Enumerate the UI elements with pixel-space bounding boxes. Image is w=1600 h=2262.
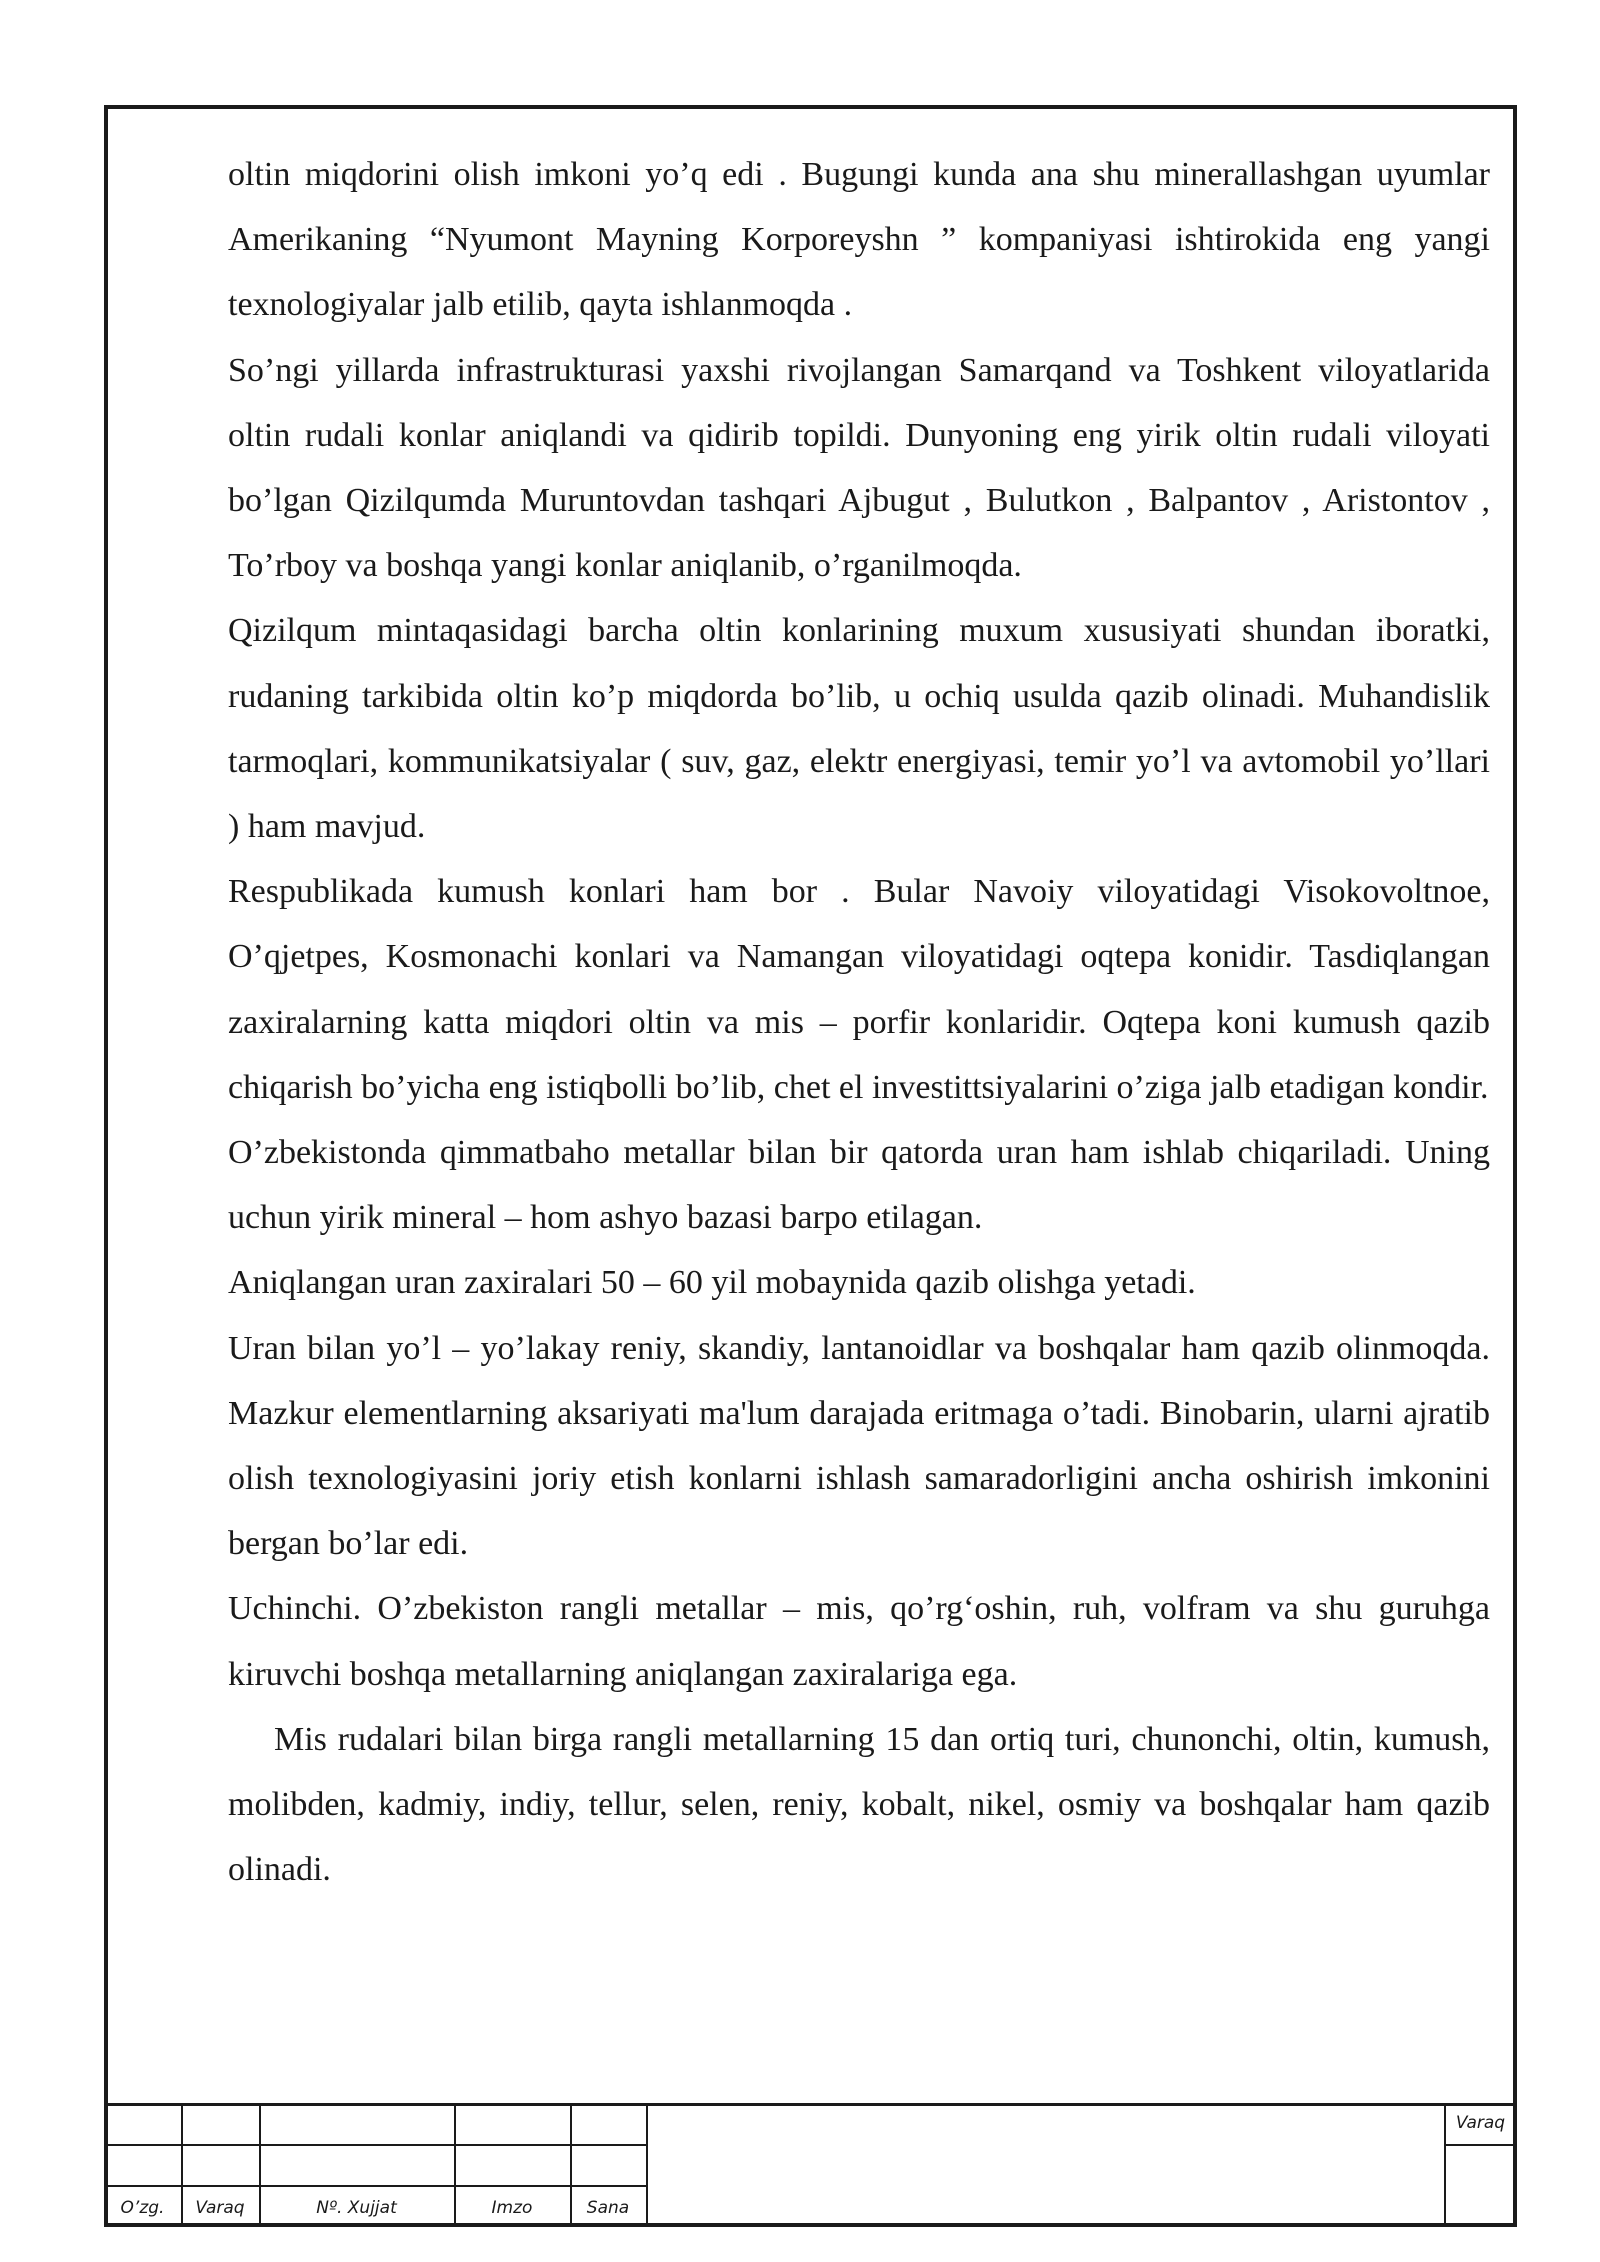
paragraph: So’ngi yillarda infrastrukturasi yaxshi rivojlangan Samarqand va Toshkent viloyatlarida oltin rudali konlar aniqlandi va qidirib topildi. Dunyoning eng yirik oltin rudali viloyati bo’lgan Qizilqumda Muruntovdan tashqari Ajbugut , Bulutkon , Balpantov , Aristontov , To’rboy va boshqa yangi konlar aniqlanib, o’rganilmoqda. — [228, 351, 1490, 585]
paragraph: Aniqlangan uran zaxiralari 50 – 60 yil mobaynida qazib olishga yetadi. — [228, 1264, 1196, 1302]
paragraph: Uran bilan yo’l – yo’lakay reniy, skandiy, lantanoidlar va boshqalar ham qazib olinmoqda. Mazkur elementlarning aksariyati ma'lum darajada eritmaga o’tadi. Binobarin, ularni ajratib olish texnologiyasini joriy etish konlarni ishlash samaradorligini ancha oshirish imkonini bergan bo’lar edi. — [228, 1329, 1490, 1563]
title-block — [104, 2103, 1517, 2227]
sheet-box-row-line — [1444, 2144, 1517, 2146]
paragraph: Uchinchi. O’zbekiston rangli metallar – mis, qo’rg‘oshin, ruh, volfram va shu guruhga kiruvchi boshqa metallarning aniqlangan zaxiralariga ega. — [228, 1590, 1490, 1693]
document-body — [228, 142, 1490, 1902]
col-label-varaq: Varaq — [195, 2198, 245, 2218]
col-label-imzo: Imzo — [491, 2198, 533, 2218]
sheet-label: Varaq — [1455, 2113, 1506, 2133]
paragraph: Qizilqum mintaqasidagi barcha oltin konlarining muxum xususiyati shundan iboratki, rudaning tarkibida oltin ko’p miqdorda bo’lib, u ochiq usulda qazib olinadi. Muhandislik tarmoqlari, kommunikatsiyalar ( suv, gaz, elektr energiyasi, temir yo’l va avtomobil yo’llari ) ham mavjud. — [228, 612, 1490, 846]
title-block-col-line — [646, 2106, 648, 2227]
paragraph: oltin miqdorini olish imkoni yo’q edi . Bugungi kunda ana shu minerallashgan uyumlar Amerikaning “Nyumont Mayning Korporeyshn ” kompaniyasi ishtirokida eng yangi texnologiyalar jalb etilib, qayta ishlanmoqda . — [228, 156, 1490, 324]
col-label-sana: Sana — [586, 2198, 630, 2218]
paragraph: Mis rudalari bilan birga rangli metallarning 15 dan ortiq turi, chunonchi, oltin, kumush, molibden, kadmiy, indiy, tellur, selen, reniy, kobalt, nikel, osmiy va boshqalar ham qazib olinadi. — [228, 1720, 1490, 1889]
paragraph: O’zbekistonda qimmatbaho metallar bilan bir qatorda uran ham ishlab chiqariladi. Uning uchun yirik mineral – hom ashyo bazasi barpo etilagan. — [228, 1134, 1490, 1237]
title-block-row-line — [104, 2144, 646, 2146]
paragraph: Respublikada kumush konlari ham bor . Bular Navoiy viloyatidagi Visokovoltnoe, O’qjetpes, Kosmonachi konlari va Namangan viloyatidagi oqtepa konidir. Tasdiqlangan zaxiralarning katta miqdori oltin va mis – porfir konlaridir. Oqtepa koni kumush qazib chiqarish bo’yicha eng istiqbolli bo’lib, chet el investittsiyalarini o’ziga jalb etadigan kondir. — [228, 873, 1490, 1106]
title-block-row-line — [104, 2185, 646, 2187]
col-label-ozg: O’zg. — [120, 2198, 165, 2218]
col-label-xujjat: Nº. Xujjat — [316, 2198, 397, 2218]
